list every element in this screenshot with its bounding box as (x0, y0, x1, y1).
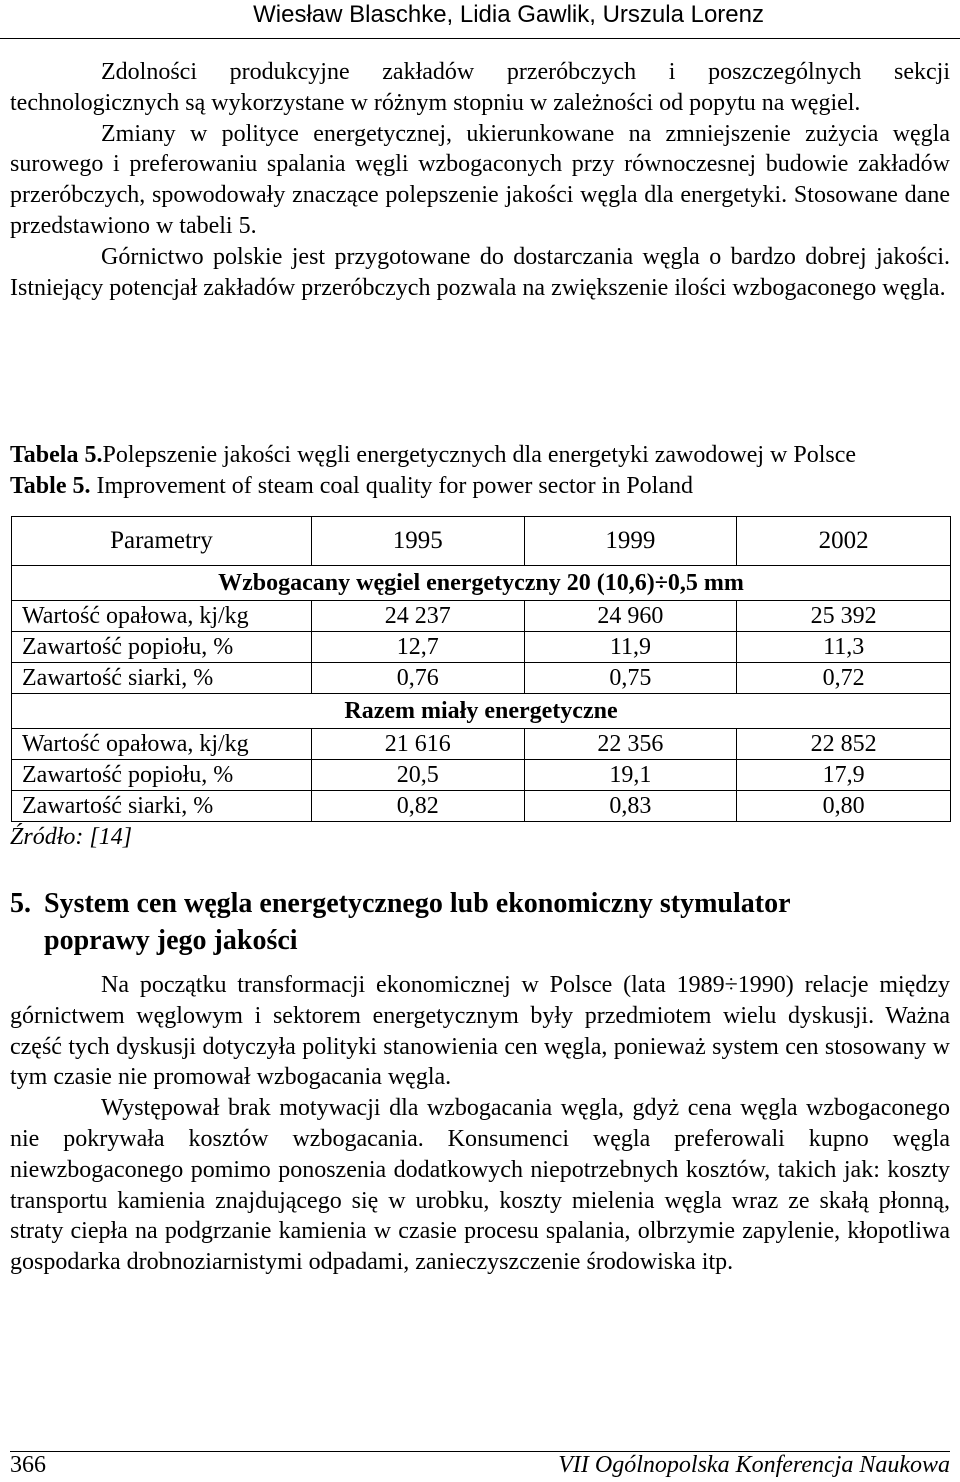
table-source: Źródło: [14] (10, 824, 133, 850)
header-cell: 1999 (524, 517, 737, 566)
section-text (10, 970, 950, 1278)
table-cell: 11,9 (524, 632, 737, 663)
table-caption-pl (10, 440, 955, 470)
table-group-row (12, 566, 951, 601)
table-cell: 17,9 (737, 760, 951, 791)
table-cell: 22 356 (524, 729, 737, 760)
paragraph: Zdolności produkcyjne zakładów przeróbczych i poszczególnych sekcji technologicznych są wykorzystane w różnym stopniu w zależności od popytu na węgiel. (10, 59, 950, 116)
table-row (12, 791, 951, 822)
page-number: 366 (10, 1452, 46, 1478)
row-label: Zawartość siarki, % (12, 791, 312, 822)
paragraph: Zmiany w polityce energetycznej, ukierunkowane na zmniejszenie zużycia węgla surowego i preferowaniu spalania węgli wzbogaconych przy równoczesnej budowie zakładów przeróbczych, spowodowały znaczące polepszenie jakości węgla dla energetyki. Stosowane dane przedstawiono w tabeli 5. (10, 120, 950, 239)
row-label: Zawartość popiołu, % (12, 632, 312, 663)
table-cell: 0,83 (524, 791, 737, 822)
row-label: Wartość opałowa, kj/kg (12, 601, 312, 632)
header-cell: Parametry (12, 517, 312, 566)
conference-name: VII Ogólnopolska Konferencja Naukowa (558, 1452, 950, 1478)
table-cell: 25 392 (737, 601, 951, 632)
table-cell: 11,3 (737, 632, 951, 663)
section-heading (10, 885, 950, 959)
intro-text (10, 57, 950, 303)
row-label: Zawartość siarki, % (12, 663, 312, 694)
table-cell: 12,7 (311, 632, 524, 663)
table-cell: 0,75 (524, 663, 737, 694)
paragraph: Występował brak motywacji dla wzbogacania węgla, gdyż cena węgla wzbogaconego nie pokrywała kosztów wzbogacania. Konsumenci węgla preferowali kupno węgla niewzbogaconego pomimo ponoszenia dodatkowych niepotrzebnych kosztów, takich jak: koszty transportu kamienia znajdującego się w urobku, koszty mielenia węgla wraz ze skałą płonną, straty ciepła na podgrzanie kamienia w czasie procesu spalania, olbrzymie zapylenie, kłopotliwa gospodarka drobnoziarnistymi odpadami, zanieczyszczenie środowiska itp. (10, 1095, 950, 1276)
table-cell: 24 960 (524, 601, 737, 632)
table-group-row (12, 694, 951, 729)
table-cell: 0,76 (311, 663, 524, 694)
table-cell: 22 852 (737, 729, 951, 760)
header-authors: Wiesław Blaschke, Lidia Gawlik, Urszula Lorenz (253, 1, 764, 28)
caption-label: Table 5. (10, 473, 91, 499)
coal-quality-table (11, 516, 951, 822)
caption-text: Improvement of steam coal quality for power sector in Poland (90, 473, 693, 499)
table-cell: 0,80 (737, 791, 951, 822)
table-cell: 20,5 (311, 760, 524, 791)
row-label: Wartość opałowa, kj/kg (12, 729, 312, 760)
table-cell: 0,82 (311, 791, 524, 822)
section-title-line2: poprawy jego jakości (44, 925, 298, 956)
section-number: 5. (10, 888, 31, 919)
group-title: Wzbogacany węgiel energetyczny 20 (10,6)÷0,5 mm (12, 566, 951, 601)
table-row (12, 632, 951, 663)
table-row (12, 760, 951, 791)
row-label: Zawartość popiołu, % (12, 760, 312, 791)
running-footer (10, 1451, 950, 1482)
table-header-row (12, 517, 951, 566)
paragraph: Górnictwo polskie jest przygotowane do dostarczania węgla o bardzo dobrej jakości. Istniejący potencjał zakładów przeróbczych pozwala na zwiększenie ilości wzbogaconego węgla. (10, 243, 950, 301)
group-title: Razem miały energetyczne (12, 694, 951, 729)
caption-text: Polepszenie jakości węgli energetycznych dla energetyki zawodowej w Polsce (102, 442, 857, 468)
table-cell: 19,1 (524, 760, 737, 791)
section-title-line1: System cen węgla energetycznego lub ekonomiczny stymulator (44, 888, 791, 919)
table-cell: 24 237 (311, 601, 524, 632)
header-cell: 2002 (737, 517, 951, 566)
table-cell: 0,72 (737, 663, 951, 694)
caption-label: Tabela 5. (10, 442, 103, 468)
header-cell: 1995 (311, 517, 524, 566)
table-row (12, 663, 951, 694)
paragraph: Na początku transformacji ekonomicznej w Polsce (lata 1989÷1990) relacje między górnictwem węglowym i sektorem energetycznym były przedmiotem wielu dyskusji. Ważna część tych dyskusji dotyczyła polityki stanowienia cen węgla, ponieważ system cen stosowany w tym czasie nie promował wzbogacania węgla. (10, 972, 950, 1091)
table-cell: 21 616 (311, 729, 524, 760)
table-caption-en (10, 471, 955, 501)
table-row (12, 729, 951, 760)
running-header (0, 0, 960, 39)
table-row (12, 601, 951, 632)
